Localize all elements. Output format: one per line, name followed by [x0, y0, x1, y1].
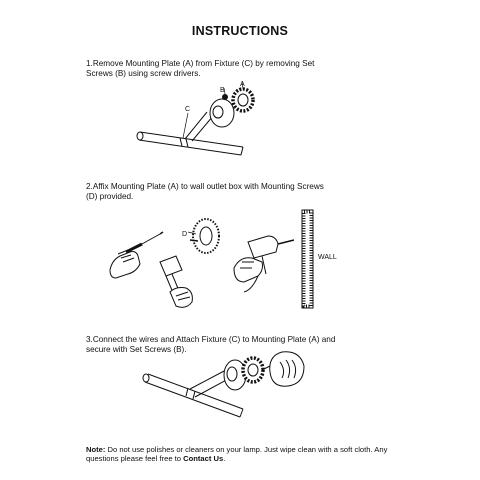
step-1-illustration	[137, 82, 253, 155]
label-c: C	[185, 106, 191, 113]
step-2-illustration	[110, 210, 313, 308]
step-3-text: 3.Connect the wires and Attach Fixture (C) to Mounting Plate (A) and secure with Set Screws (B).	[86, 335, 336, 354]
label-a: A	[240, 81, 245, 88]
page-title: INSTRUCTIONS	[191, 24, 289, 38]
note-body: Do not use polishes or cleaners on your lamp. Just wipe clean with a soft cloth. Any questions please feel free to	[86, 445, 388, 464]
label-b: B	[220, 87, 225, 94]
contact-us-link[interactable]: Contact Us	[183, 454, 224, 464]
label-d: D	[182, 231, 188, 238]
step-2-text: 2.Affix Mounting Plate (A) to wall outlet box with Mounting Screws (D) provided.	[86, 182, 324, 201]
note-label: Note:	[86, 445, 106, 454]
step-3-illustration	[143, 352, 304, 417]
step-1-text: 1.Remove Mounting Plate (A) from Fixture (C) by removing Set Screws (B) using screw drivers.	[86, 59, 315, 78]
care-note	[86, 445, 416, 464]
note-suffix: .	[223, 454, 226, 464]
label-wall: WALL	[318, 254, 337, 261]
